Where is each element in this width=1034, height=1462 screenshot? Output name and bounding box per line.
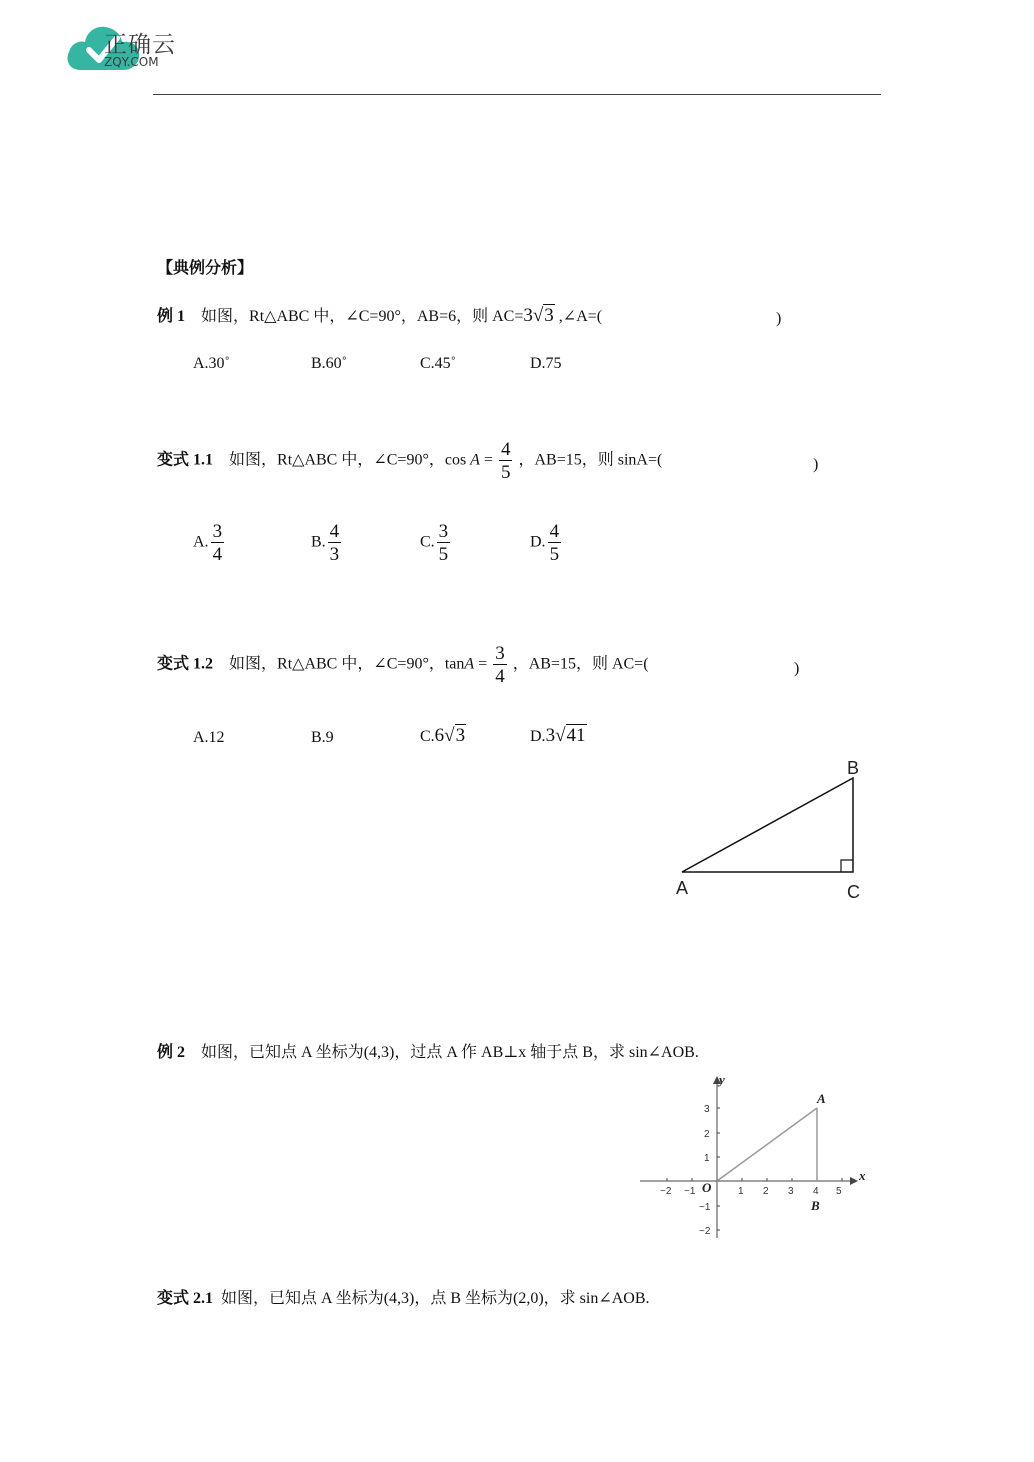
y-axis-label: y — [719, 1072, 725, 1087]
x-tick-neg1: −1 — [684, 1186, 696, 1197]
point-a-label: A — [817, 1091, 826, 1106]
x-tick-1: 1 — [738, 1186, 744, 1197]
triangle-abc — [682, 778, 853, 872]
y-tick-neg2: −2 — [699, 1226, 711, 1237]
variant-1-1-var: A — [470, 451, 480, 469]
variant-1-2-var: A — [464, 655, 475, 673]
variant-1-1-text-a: 如图，Rt△ABC 中，∠C=90°，cos — [229, 451, 467, 469]
x-tick-5: 5 — [836, 1186, 842, 1197]
variant-2-1-text: 如图，已知点 A 坐标为(4,3)，点 B 坐标为(2,0)，求 sin∠AOB. — [221, 1290, 650, 1307]
coordinate-figure — [630, 1068, 880, 1248]
variant-1-1-fraction: $\frac{4}{5}$ — [500, 439, 511, 483]
x-tick-3: 3 — [788, 1186, 794, 1197]
y-tick-3: 3 — [704, 1104, 710, 1115]
variant-1-2-text-b: ，AB=15，则 AC=( — [512, 655, 649, 673]
variant-1-2-option-d: D.3√41 — [530, 725, 586, 746]
origin-label: O — [702, 1180, 712, 1195]
variant-1-2-option-a: A.12 — [193, 729, 225, 746]
variant-1-1-text-b: ，AB=15，则 sinA=( — [518, 451, 663, 469]
variant-1-1-option-a: A. $\frac{3}{4}$ — [193, 521, 223, 565]
example-1-option-d: D.75 — [530, 355, 562, 372]
variant-1-2-option-b: B.9 — [311, 729, 334, 746]
variant-1-2-paren-close: ) — [794, 660, 800, 677]
example-2-text: 如图，已知点 A 坐标为(4,3)，过点 A 作 AB⊥x 轴于点 B，求 sin∠AOB. — [201, 1044, 699, 1061]
label-b: B — [847, 758, 860, 778]
x-tick-2: 2 — [763, 1186, 769, 1197]
variant-1-1-paren-close: ) — [813, 456, 819, 473]
example-1-text-b: ,∠A=( — [558, 308, 603, 325]
y-tick-2: 2 — [704, 1129, 710, 1140]
variant-2-1-question — [157, 1289, 650, 1309]
example-1-option-b: B.60˚ — [311, 355, 347, 372]
variant-1-1-option-c: C. $\frac{3}{5}$ — [420, 521, 449, 565]
right-triangle-figure — [660, 750, 880, 910]
x-tick-4: 4 — [813, 1186, 819, 1197]
example-1-question — [157, 306, 602, 327]
x-tick-neg2: −2 — [660, 1186, 672, 1197]
example-1-label: 例 1 — [157, 308, 186, 325]
variant-1-2-fraction: $\frac{3}{4}$ — [495, 643, 505, 687]
variant-1-2-eq: = — [478, 655, 488, 673]
label-a: A — [676, 878, 689, 898]
example-2-label: 例 2 — [157, 1044, 186, 1061]
right-angle-mark — [841, 860, 853, 872]
example-1-coef: 3 — [523, 305, 533, 326]
variant-1-2-question — [157, 644, 649, 686]
variant-2-1-label: 变式 2.1 — [157, 1290, 214, 1307]
label-c: C — [847, 882, 860, 902]
variant-1-1-option-b: B. $\frac{4}{3}$ — [311, 521, 340, 565]
x-axis-label: x — [859, 1168, 866, 1183]
variant-1-1-option-d: D. $\frac{4}{5}$ — [530, 521, 560, 565]
point-b-label: B — [811, 1198, 820, 1213]
example-1-text-a: 如图，Rt△ABC 中，∠C=90°，AB=6，则 AC= — [201, 308, 524, 325]
example-1-option-c: C.45˚ — [420, 355, 456, 372]
example-2-question — [157, 1043, 699, 1063]
variant-1-2-text-a: 如图，Rt△ABC 中，∠C=90°，tan — [229, 655, 465, 673]
variant-1-2-label: 变式 1.2 — [157, 655, 214, 673]
variant-1-1-eq: = — [483, 451, 493, 469]
header-rule — [153, 94, 881, 95]
variant-1-1-label: 变式 1.1 — [157, 451, 214, 469]
example-1-paren-close: ) — [776, 310, 782, 327]
section-title: 【典例分析】 — [157, 260, 254, 277]
logo-text-en: ZQY.COM — [104, 55, 159, 69]
y-tick-1: 1 — [704, 1153, 710, 1164]
example-1-option-a: A.30˚ — [193, 355, 230, 372]
example-1-sqrt: √3 — [532, 305, 554, 326]
y-tick-neg1: −1 — [699, 1202, 711, 1213]
logo-text-cn: 正确云 — [104, 32, 176, 58]
variant-1-2-option-c: C.6√3 — [420, 725, 466, 746]
segment-oa — [717, 1108, 817, 1181]
variant-1-1-question — [157, 440, 662, 482]
